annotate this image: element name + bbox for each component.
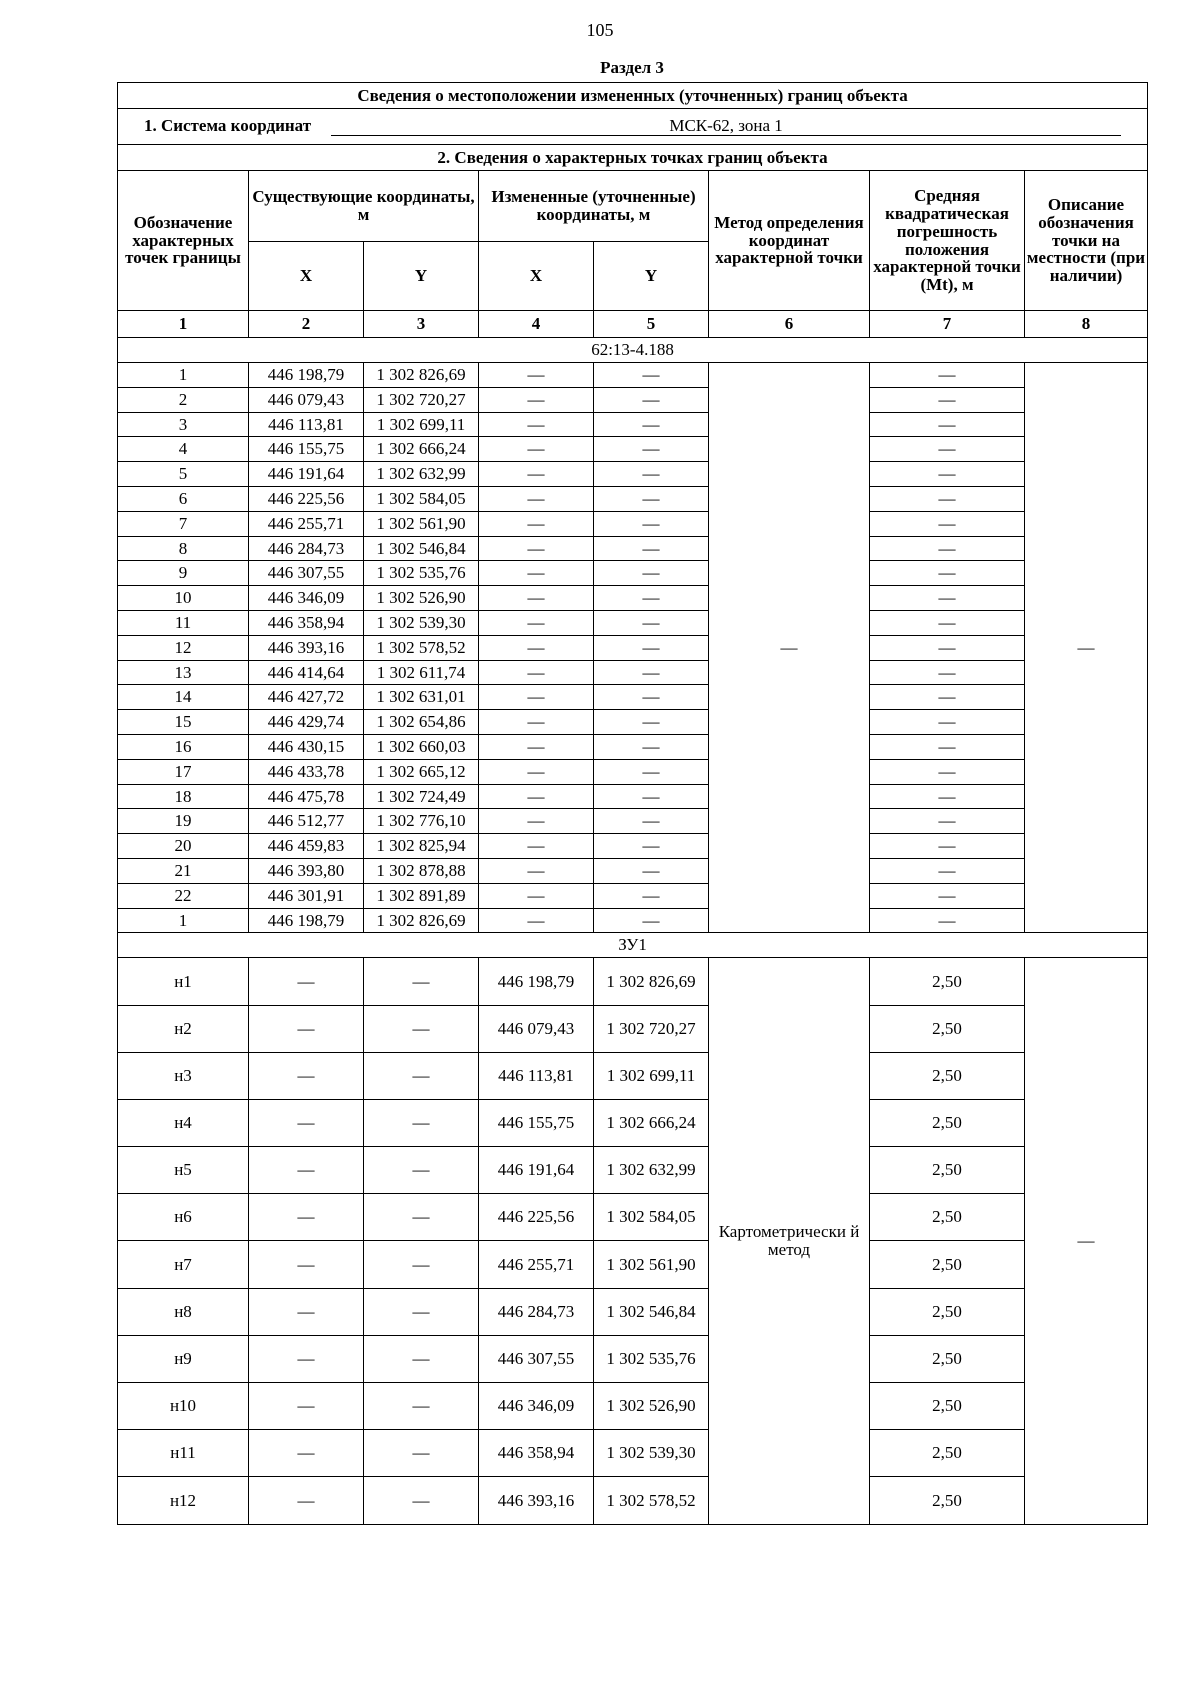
error-cell: 2,50 xyxy=(870,1241,1025,1288)
error-cell: — xyxy=(870,858,1025,883)
table-row xyxy=(118,1005,1148,1052)
changed-x: — xyxy=(479,834,594,859)
table-row xyxy=(118,1335,1148,1382)
changed-y: 1 302 632,99 xyxy=(594,1147,709,1194)
point-number: 8 xyxy=(118,536,249,561)
existing-x: — xyxy=(249,1430,364,1477)
coord-system-value: МСК-62, зона 1 xyxy=(331,117,1121,136)
changed-y: — xyxy=(594,908,709,933)
changed-y: — xyxy=(594,437,709,462)
error-cell: — xyxy=(870,387,1025,412)
column-number: 4 xyxy=(479,311,594,338)
changed-x: 446 191,64 xyxy=(479,1147,594,1194)
error-cell: — xyxy=(870,635,1025,660)
page-number: 105 xyxy=(586,20,614,40)
changed-x: — xyxy=(479,660,594,685)
column-number: 2 xyxy=(249,311,364,338)
existing-x: — xyxy=(249,1288,364,1335)
existing-x: 446 198,79 xyxy=(249,363,364,388)
error-cell: 2,50 xyxy=(870,1194,1025,1241)
existing-x: 446 393,80 xyxy=(249,858,364,883)
existing-x: — xyxy=(249,1194,364,1241)
point-number: 4 xyxy=(118,437,249,462)
header-description: Описание обозначения точки на местности (при наличии) xyxy=(1025,171,1148,311)
existing-x: 446 358,94 xyxy=(249,610,364,635)
point-number: н2 xyxy=(118,1005,249,1052)
method-cell: Картометрически й метод xyxy=(709,958,870,1524)
changed-y: — xyxy=(594,412,709,437)
table-row xyxy=(118,610,1148,635)
error-cell: 2,50 xyxy=(870,1335,1025,1382)
header-existing-coordinates: Существующие координаты, м xyxy=(249,171,479,242)
point-number: 13 xyxy=(118,660,249,685)
existing-x: — xyxy=(249,1335,364,1382)
error-cell: — xyxy=(870,363,1025,388)
existing-y: 1 302 826,69 xyxy=(364,908,479,933)
changed-x: — xyxy=(479,412,594,437)
table-row xyxy=(118,958,1148,1005)
existing-y: 1 302 561,90 xyxy=(364,511,479,536)
group-header-row xyxy=(118,933,1148,958)
point-number: 22 xyxy=(118,883,249,908)
description-cell: — xyxy=(1025,958,1148,1524)
changed-x: — xyxy=(479,387,594,412)
changed-y: — xyxy=(594,511,709,536)
header-designation: Обозначение характерных точек границы xyxy=(118,171,249,311)
error-cell: — xyxy=(870,685,1025,710)
section-title: Раздел 3 xyxy=(600,58,664,77)
point-number: 10 xyxy=(118,586,249,611)
existing-y: 1 302 539,30 xyxy=(364,610,479,635)
existing-y: — xyxy=(364,1147,479,1194)
changed-y: — xyxy=(594,462,709,487)
existing-y: 1 302 699,11 xyxy=(364,412,479,437)
table-row xyxy=(118,1241,1148,1288)
point-number: 11 xyxy=(118,610,249,635)
existing-y: 1 302 660,03 xyxy=(364,734,479,759)
error-cell: — xyxy=(870,536,1025,561)
point-number: 21 xyxy=(118,858,249,883)
error-cell: — xyxy=(870,561,1025,586)
existing-y: — xyxy=(364,1099,479,1146)
changed-x: — xyxy=(479,908,594,933)
changed-y: — xyxy=(594,809,709,834)
changed-y: 1 302 699,11 xyxy=(594,1052,709,1099)
column-number: 6 xyxy=(709,311,870,338)
description-cell: — xyxy=(1025,363,1148,933)
existing-y: 1 302 654,86 xyxy=(364,710,479,735)
point-number: н8 xyxy=(118,1288,249,1335)
point-number: н9 xyxy=(118,1335,249,1382)
changed-y: — xyxy=(594,734,709,759)
error-cell: — xyxy=(870,486,1025,511)
existing-x: 446 433,78 xyxy=(249,759,364,784)
existing-y: 1 302 665,12 xyxy=(364,759,479,784)
changed-x: — xyxy=(479,710,594,735)
changed-y: — xyxy=(594,759,709,784)
error-cell: — xyxy=(870,734,1025,759)
existing-y: — xyxy=(364,1335,479,1382)
existing-y: 1 302 578,52 xyxy=(364,635,479,660)
existing-y: 1 302 526,90 xyxy=(364,586,479,611)
error-cell: 2,50 xyxy=(870,958,1025,1005)
table-row xyxy=(118,883,1148,908)
changed-x: — xyxy=(479,734,594,759)
point-number: 9 xyxy=(118,561,249,586)
changed-y: — xyxy=(594,486,709,511)
existing-x: 446 198,79 xyxy=(249,908,364,933)
existing-x: 446 414,64 xyxy=(249,660,364,685)
existing-x: 446 429,74 xyxy=(249,710,364,735)
table-row xyxy=(118,412,1148,437)
existing-y: 1 302 720,27 xyxy=(364,387,479,412)
existing-x: — xyxy=(249,1383,364,1430)
changed-y: 1 302 546,84 xyxy=(594,1288,709,1335)
error-cell: — xyxy=(870,610,1025,635)
existing-y: — xyxy=(364,1383,479,1430)
point-number: н7 xyxy=(118,1241,249,1288)
existing-x: — xyxy=(249,958,364,1005)
table-row xyxy=(118,486,1148,511)
error-cell: 2,50 xyxy=(870,1288,1025,1335)
error-cell: — xyxy=(870,908,1025,933)
existing-x: 446 225,56 xyxy=(249,486,364,511)
header-changed-coordinates: Измененные (уточненные) координаты, м xyxy=(479,171,709,242)
group-label: 62:13-4.188 xyxy=(118,338,1148,363)
changed-x: 446 113,81 xyxy=(479,1052,594,1099)
changed-x: — xyxy=(479,486,594,511)
error-cell: 2,50 xyxy=(870,1383,1025,1430)
point-number: 18 xyxy=(118,784,249,809)
point-number: 1 xyxy=(118,363,249,388)
error-cell: — xyxy=(870,784,1025,809)
changed-x: — xyxy=(479,858,594,883)
existing-x: — xyxy=(249,1052,364,1099)
changed-x: — xyxy=(479,536,594,561)
existing-y: 1 302 666,24 xyxy=(364,437,479,462)
existing-y: — xyxy=(364,1005,479,1052)
changed-y: — xyxy=(594,660,709,685)
table-row xyxy=(118,387,1148,412)
header-changed-x: X xyxy=(479,242,594,311)
point-number: 5 xyxy=(118,462,249,487)
table-row xyxy=(118,759,1148,784)
existing-y: 1 302 724,49 xyxy=(364,784,479,809)
error-cell: — xyxy=(870,834,1025,859)
changed-y: 1 302 666,24 xyxy=(594,1099,709,1146)
existing-y: 1 302 631,01 xyxy=(364,685,479,710)
existing-x: — xyxy=(249,1477,364,1524)
changed-y: 1 302 578,52 xyxy=(594,1477,709,1524)
changed-y: 1 302 539,30 xyxy=(594,1430,709,1477)
point-number: 12 xyxy=(118,635,249,660)
column-number: 5 xyxy=(594,311,709,338)
existing-x: — xyxy=(249,1005,364,1052)
changed-x: 446 079,43 xyxy=(479,1005,594,1052)
header-existing-x: X xyxy=(249,242,364,311)
table-row xyxy=(118,635,1148,660)
error-cell: — xyxy=(870,809,1025,834)
error-cell: — xyxy=(870,462,1025,487)
changed-x: — xyxy=(479,462,594,487)
existing-x: — xyxy=(249,1147,364,1194)
table-row xyxy=(118,1383,1148,1430)
group-label: ЗУ1 xyxy=(118,933,1148,958)
table-row xyxy=(118,437,1148,462)
existing-y: 1 302 825,94 xyxy=(364,834,479,859)
column-number: 3 xyxy=(364,311,479,338)
changed-y: — xyxy=(594,834,709,859)
changed-y: — xyxy=(594,710,709,735)
table-row xyxy=(118,561,1148,586)
existing-y: — xyxy=(364,958,479,1005)
error-cell: 2,50 xyxy=(870,1099,1025,1146)
header-changed-y: Y xyxy=(594,242,709,311)
existing-x: 446 346,09 xyxy=(249,586,364,611)
point-number: 14 xyxy=(118,685,249,710)
header-error: Средняя квадратическая погрешность положения характерной точки (Mt), м xyxy=(870,171,1025,311)
table-row xyxy=(118,834,1148,859)
existing-y: — xyxy=(364,1430,479,1477)
changed-y: — xyxy=(594,685,709,710)
existing-x: 446 113,81 xyxy=(249,412,364,437)
table-row xyxy=(118,1430,1148,1477)
existing-y: 1 302 878,88 xyxy=(364,858,479,883)
changed-x: — xyxy=(479,685,594,710)
error-cell: 2,50 xyxy=(870,1052,1025,1099)
existing-y: 1 302 632,99 xyxy=(364,462,479,487)
table-row xyxy=(118,734,1148,759)
table-body xyxy=(118,83,1148,1525)
changed-y: 1 302 826,69 xyxy=(594,958,709,1005)
error-cell: 2,50 xyxy=(870,1005,1025,1052)
method-cell: — xyxy=(709,363,870,933)
changed-x: 446 198,79 xyxy=(479,958,594,1005)
changed-y: — xyxy=(594,635,709,660)
point-number: 19 xyxy=(118,809,249,834)
changed-x: 446 346,09 xyxy=(479,1383,594,1430)
table-row xyxy=(118,511,1148,536)
point-number: 15 xyxy=(118,710,249,735)
existing-x: 446 393,16 xyxy=(249,635,364,660)
changed-x: — xyxy=(479,561,594,586)
existing-y: — xyxy=(364,1241,479,1288)
column-number: 8 xyxy=(1025,311,1148,338)
table-row xyxy=(118,536,1148,561)
table-row xyxy=(118,809,1148,834)
table-row xyxy=(118,858,1148,883)
changed-y: — xyxy=(594,387,709,412)
table-row xyxy=(118,908,1148,933)
table-row xyxy=(118,1099,1148,1146)
existing-x: — xyxy=(249,1241,364,1288)
existing-x: 446 430,15 xyxy=(249,734,364,759)
existing-y: 1 302 891,89 xyxy=(364,883,479,908)
changed-x: — xyxy=(479,511,594,536)
header-existing-y: Y xyxy=(364,242,479,311)
coord-system-row xyxy=(118,109,1148,145)
changed-x: 446 155,75 xyxy=(479,1099,594,1146)
existing-x: 446 155,75 xyxy=(249,437,364,462)
table-row xyxy=(118,1288,1148,1335)
error-cell: — xyxy=(870,437,1025,462)
existing-y: 1 302 611,74 xyxy=(364,660,479,685)
point-number: 7 xyxy=(118,511,249,536)
point-number: 17 xyxy=(118,759,249,784)
changed-x: — xyxy=(479,586,594,611)
table-row xyxy=(118,1052,1148,1099)
table-row xyxy=(118,586,1148,611)
table-row xyxy=(118,784,1148,809)
changed-y: 1 302 561,90 xyxy=(594,1241,709,1288)
table-row xyxy=(118,1477,1148,1524)
existing-x: — xyxy=(249,1099,364,1146)
error-cell: — xyxy=(870,759,1025,784)
point-number: н10 xyxy=(118,1383,249,1430)
error-cell: — xyxy=(870,412,1025,437)
existing-y: — xyxy=(364,1194,479,1241)
existing-x: 446 307,55 xyxy=(249,561,364,586)
column-number: 7 xyxy=(870,311,1025,338)
changed-x: — xyxy=(479,883,594,908)
group-header-row xyxy=(118,338,1148,363)
table-title: Сведения о местоположении измененных (уточненных) границ объекта xyxy=(118,83,1148,109)
existing-x: 446 301,91 xyxy=(249,883,364,908)
changed-y: — xyxy=(594,784,709,809)
existing-y: — xyxy=(364,1052,479,1099)
existing-y: — xyxy=(364,1288,479,1335)
changed-x: 446 284,73 xyxy=(479,1288,594,1335)
changed-y: — xyxy=(594,536,709,561)
error-cell: 2,50 xyxy=(870,1430,1025,1477)
table-row xyxy=(118,660,1148,685)
coord-system-label: 1. Система координат xyxy=(143,116,312,136)
changed-x: 446 307,55 xyxy=(479,1335,594,1382)
point-number: 3 xyxy=(118,412,249,437)
point-number: 2 xyxy=(118,387,249,412)
point-number: 20 xyxy=(118,834,249,859)
point-number: н1 xyxy=(118,958,249,1005)
changed-y: 1 302 720,27 xyxy=(594,1005,709,1052)
table-row xyxy=(118,685,1148,710)
point-number: н11 xyxy=(118,1430,249,1477)
changed-x: — xyxy=(479,363,594,388)
changed-x: — xyxy=(479,759,594,784)
existing-x: 446 079,43 xyxy=(249,387,364,412)
column-number: 1 xyxy=(118,311,249,338)
point-number: н12 xyxy=(118,1477,249,1524)
changed-x: — xyxy=(479,437,594,462)
existing-x: 446 284,73 xyxy=(249,536,364,561)
existing-y: 1 302 826,69 xyxy=(364,363,479,388)
error-cell: — xyxy=(870,511,1025,536)
changed-y: — xyxy=(594,561,709,586)
table-row xyxy=(118,1194,1148,1241)
changed-x: 446 358,94 xyxy=(479,1430,594,1477)
existing-y: 1 302 546,84 xyxy=(364,536,479,561)
point-number: н3 xyxy=(118,1052,249,1099)
point-number: 1 xyxy=(118,908,249,933)
point-number: 6 xyxy=(118,486,249,511)
table-row xyxy=(118,462,1148,487)
changed-y: — xyxy=(594,586,709,611)
existing-x: 446 475,78 xyxy=(249,784,364,809)
existing-y: — xyxy=(364,1477,479,1524)
existing-y: 1 302 535,76 xyxy=(364,561,479,586)
changed-x: 446 255,71 xyxy=(479,1241,594,1288)
changed-y: — xyxy=(594,883,709,908)
error-cell: 2,50 xyxy=(870,1147,1025,1194)
existing-x: 446 512,77 xyxy=(249,809,364,834)
changed-x: 446 225,56 xyxy=(479,1194,594,1241)
changed-y: 1 302 584,05 xyxy=(594,1194,709,1241)
changed-x: — xyxy=(479,610,594,635)
existing-x: 446 255,71 xyxy=(249,511,364,536)
point-number: н4 xyxy=(118,1099,249,1146)
error-cell: 2,50 xyxy=(870,1477,1025,1524)
point-number: 16 xyxy=(118,734,249,759)
point-number: н5 xyxy=(118,1147,249,1194)
error-cell: — xyxy=(870,710,1025,735)
changed-x: 446 393,16 xyxy=(479,1477,594,1524)
points-section-title: 2. Сведения о характерных точках границ объекта xyxy=(118,145,1148,171)
existing-y: 1 302 776,10 xyxy=(364,809,479,834)
error-cell: — xyxy=(870,586,1025,611)
existing-x: 446 191,64 xyxy=(249,462,364,487)
changed-y: — xyxy=(594,610,709,635)
changed-y: 1 302 535,76 xyxy=(594,1335,709,1382)
table-row xyxy=(118,1147,1148,1194)
changed-x: — xyxy=(479,635,594,660)
table-row xyxy=(118,363,1148,388)
changed-x: — xyxy=(479,784,594,809)
existing-x: 446 459,83 xyxy=(249,834,364,859)
error-cell: — xyxy=(870,660,1025,685)
boundary-points-table xyxy=(117,82,1148,1525)
changed-y: — xyxy=(594,858,709,883)
table-row xyxy=(118,710,1148,735)
changed-y: 1 302 526,90 xyxy=(594,1383,709,1430)
header-method: Метод определения координат характерной точки xyxy=(709,171,870,311)
changed-x: — xyxy=(479,809,594,834)
existing-x: 446 427,72 xyxy=(249,685,364,710)
point-number: н6 xyxy=(118,1194,249,1241)
existing-y: 1 302 584,05 xyxy=(364,486,479,511)
changed-y: — xyxy=(594,363,709,388)
error-cell: — xyxy=(870,883,1025,908)
